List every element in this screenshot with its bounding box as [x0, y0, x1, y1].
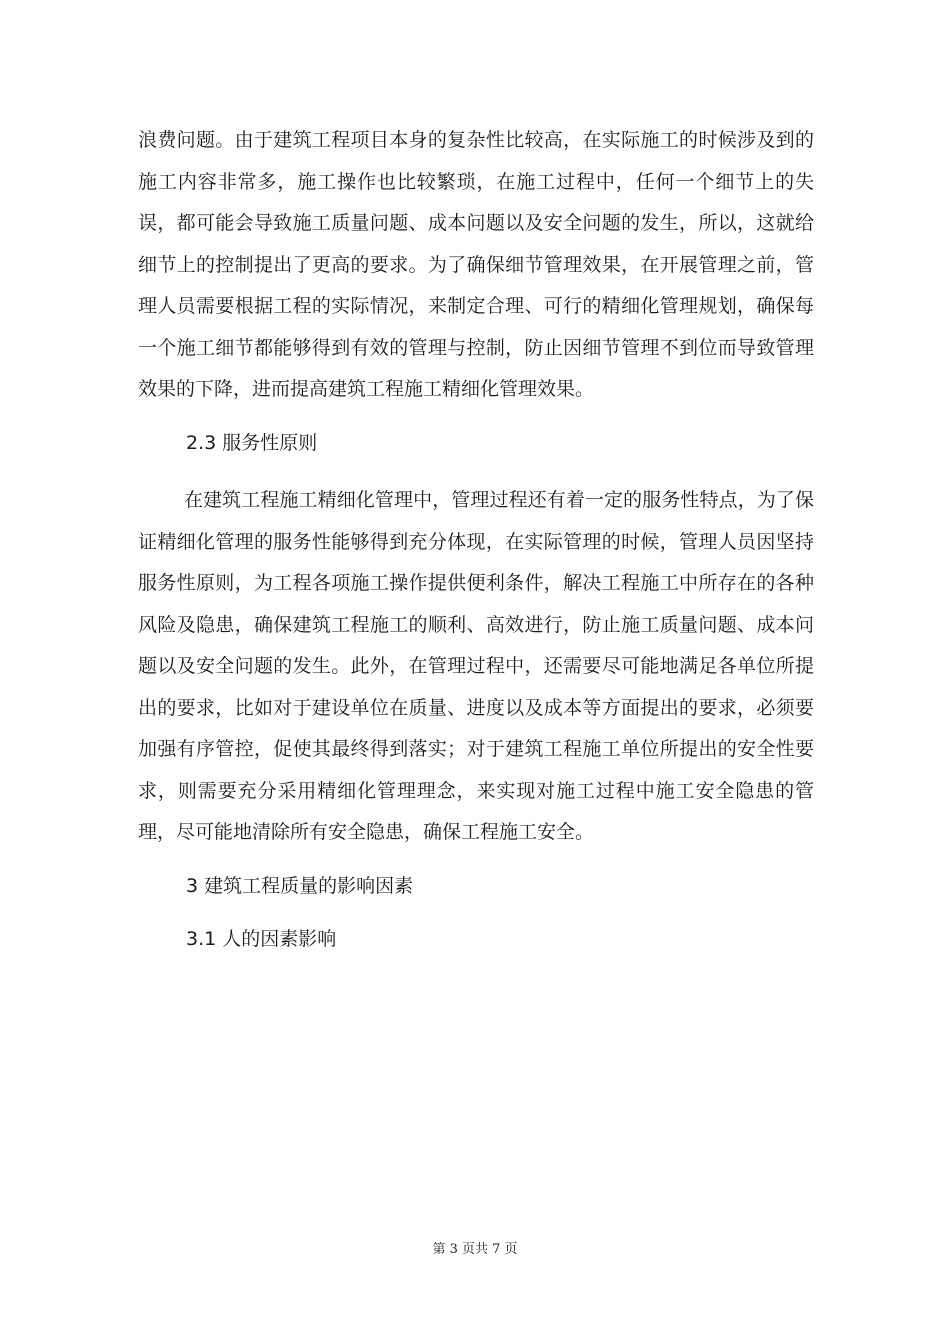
section-heading-3: 3 建筑工程质量的影响因素 — [186, 874, 414, 897]
paragraph-service-principle: 在建筑工程施工精细化管理中，管理过程还有着一定的服务性特点，为了保证精细化管理的服务性能够得到充分体现，在实际管理的时候，管理人员因坚持服务性原则，为工程各项施工操作提供便利条件，解决工程施工中所存在的各种风险及隐患，确保建筑工程施工的顺利、高效进行，防止施工质量问题、成本问题以及安全问题的发生。此外，在管理过程中，还需要尽可能地满足各单位所提出的要求，比如对于建设单位在质量、进度以及成本等方面提出的要求，必须要加强有序管控，促使其最终得到落实；对于建筑工程施工单位所提出的安全性要求，则需要充分采用精细化管理理念，来实现对施工过程中施工安全隐患的管理，尽可能地清除所有安全隐患，确保工程施工安全。 — [138, 489, 814, 843]
page-number-footer: 第 3 页共 7 页 — [432, 1242, 518, 1257]
section-heading-2-3: 2.3 服务性原则 — [186, 431, 318, 454]
page-body — [138, 120, 814, 961]
paragraph-continuation: 浪费问题。由于建筑工程项目本身的复杂性比较高，在实际施工的时候涉及到的施工内容非常多，施工操作也比较繁琐，在施工过程中，任何一个细节上的失误，都可能会导致施工质量问题、成本问题以及安全问题的发生，所以，这就给细节上的控制提出了更高的要求。为了确保细节管理效果，在开展管理之前，管理人员需要根据工程的实际情况，来制定合理、可行的精细化管理规划，确保每一个施工细节都能够得到有效的管理与控制，防止因细节管理不到位而导致管理效果的下降，进而提高建筑工程施工精细化管理效果。 — [138, 129, 814, 400]
section-heading-3-1: 3.1 人的因素影响 — [186, 928, 337, 950]
